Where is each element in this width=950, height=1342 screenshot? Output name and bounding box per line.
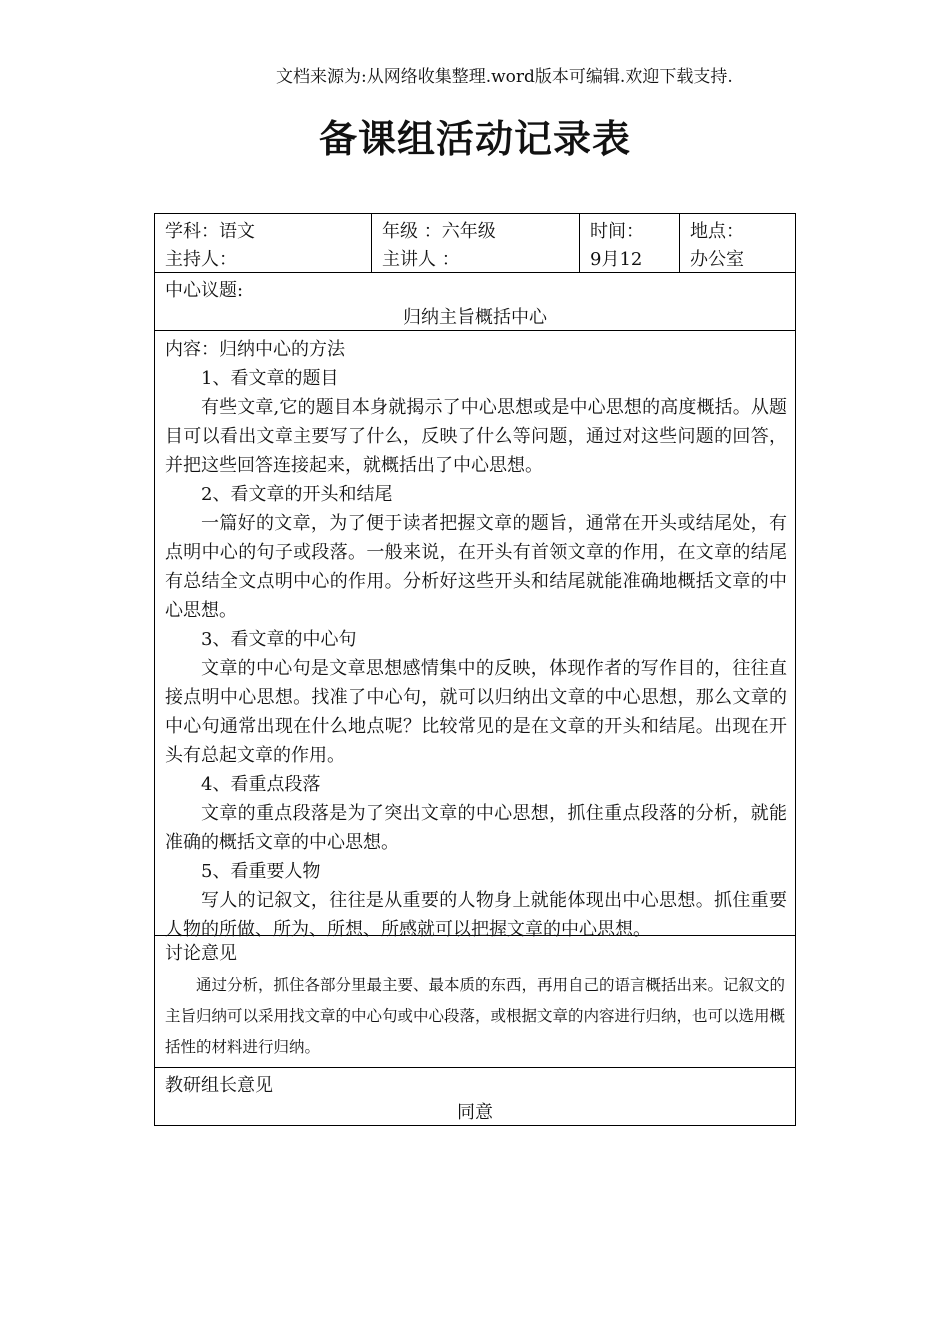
topic-row — [155, 272, 795, 330]
place-value: 办公室 — [690, 249, 744, 270]
place-cell — [679, 214, 795, 272]
record-table — [154, 213, 796, 1126]
discussion-body: 通过分析，抓住各部分里最主要、最本质的东西，再用自己的语言概括出来。记叙文的主旨归纳可以采用找文章的中心句或中心段落，或根据文章的内容进行归纳，也可以选用概括性的材料进行归纳。 — [165, 976, 786, 1056]
speaker-text: 主讲人 ： — [382, 249, 460, 270]
section-heading: 1、看文章的题目 — [201, 368, 339, 389]
place-label: 地点： — [690, 221, 744, 242]
leader-label: 教研组长意见 — [165, 1075, 273, 1096]
subject-cell — [155, 214, 371, 272]
section-heading: 5、看重要人物 — [201, 861, 321, 882]
topic-label: 中心议题: — [165, 280, 244, 301]
content-lead: 内容：归纳中心的方法 — [165, 339, 345, 360]
section-body: 有些文章,它的题目本身就揭示了中心思想或是中心思想的高度概括。从题目可以看出文章主要写了什么，反映了什么等问题，通过对这些问题的回答，并把这些回答连接起来，就概括出了中心思想。 — [165, 397, 787, 476]
section-body: 写人的记叙文，往往是从重要的人物身上就能体现出中心思想。抓住重要人物的所做、所为、所想、所感就可以把握文章的中心思想。 — [165, 890, 787, 940]
section-heading: 2、看文章的开头和结尾 — [201, 484, 393, 505]
content-row — [155, 330, 795, 940]
time-label: 时间： — [590, 221, 644, 242]
leader-opinion-row — [155, 1067, 795, 1125]
section-body: 文章的重点段落是为了突出文章的中心思想，抓住重点段落的分析，就能准确的概括文章的中心思想。 — [165, 803, 787, 853]
section-heading: 4、看重点段落 — [201, 774, 321, 795]
discussion-row — [155, 935, 795, 1067]
grade-text: 年级 ：六年级 — [382, 221, 496, 242]
host-text: 主持人： — [165, 249, 237, 270]
leader-value: 同意 — [457, 1102, 493, 1123]
section-heading: 3、看文章的中心句 — [201, 629, 357, 650]
subject-text: 学科：语文 — [165, 221, 255, 242]
section-body: 文章的中心句是文章思想感情集中的反映，体现作者的写作目的，往往直接点明中心思想。找准了中心句，就可以归纳出文章的中心思想，那么文章的中心句通常出现在什么地点呢？比较常见的是在文章的开头和结尾。出现在开头有总起文章的作用。 — [165, 658, 787, 766]
document-title: 备课组活动记录表 — [318, 116, 631, 161]
source-note: 文档来源为:从网络收集整理.word版本可编辑.欢迎下载支持. — [276, 67, 733, 87]
time-cell — [579, 214, 679, 272]
time-value: 9月12 — [590, 249, 643, 270]
grade-cell — [371, 214, 579, 272]
topic-value: 归纳主旨概括中心 — [403, 307, 547, 328]
info-row — [155, 214, 795, 272]
section-body: 一篇好的文章，为了便于读者把握文章的题旨，通常在开头或结尾处，有点明中心的句子或段落。一般来说，在开头有首领文章的作用，在文章的结尾有总结全文点明中心的作用。分析好这些开头和结尾就能准确地概括文章的中心思想。 — [165, 513, 787, 621]
discussion-label: 讨论意见 — [165, 943, 237, 964]
